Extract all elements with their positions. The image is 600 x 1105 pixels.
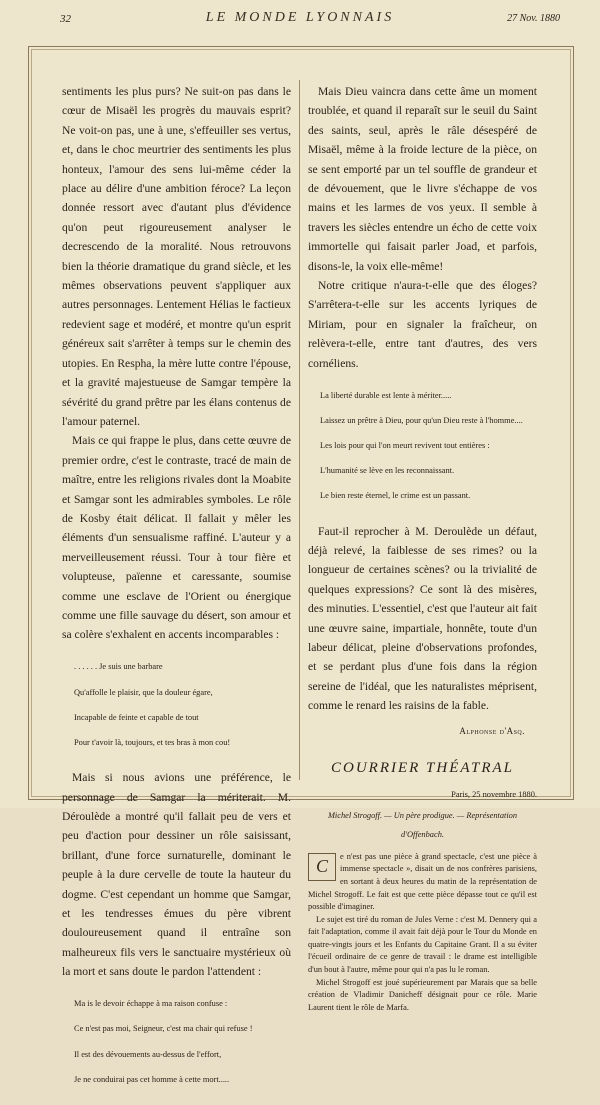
dateline: Paris, 25 novembre 1880. — [451, 789, 537, 799]
verse-line: . . . . . . Je suis une barbare — [74, 662, 163, 672]
verse-line: Les lois pour qui l'on meurt revivent tout entières : — [320, 441, 490, 451]
author-signature: Alphonse d'Asq. — [459, 725, 525, 736]
verse-line: Je ne conduirai pas cet homme à cette mort..... — [74, 1074, 230, 1084]
paragraph: Michel Strogoff est joué supérieurement par Marais que sa belle création de Vladimir Danicheff désignait pour ce rôle. Marie Laurent tient le rôle de Marfa. — [308, 977, 537, 1012]
paragraph: Mais Dieu vaincra dans cette âme un moment troublée, et quand il reparaît sur le seuil du Saint des saints, seul, après le râle désespéré de Misaël, même à la froide lecture de la pièce, on se sent emporté par un tel souffle de grandeur et de dévouement, que le livre s'échappe de vos mains et les larmes de vos yeux. Il semble à travers les siècles entendre un écho de cette voix immortelle qui faisait parler Joad, et parfois, disons-le, la voix elle-même! — [308, 85, 537, 273]
verse-line: Le bien reste éternel, le crime est un passant. — [320, 491, 471, 501]
paragraph: Notre critique n'aura-t-elle que des éloges? S'arrêtera-t-elle sur les accents lyriques de Miriam, pour en signaler la fraîcheur, on relèvera-t-elle, entre tant d'autres, des vers cornéliens. — [308, 279, 537, 370]
verse-line: La liberté durable est lente à mériter..... — [320, 390, 452, 400]
section-subtitle: Michel Strogoff. — Un père prodigue. — Représentation d'Offenbach. — [327, 810, 518, 840]
page-number: 32 — [60, 13, 71, 25]
verse-line: Ma is le devoir échappe à ma raison confuse : — [74, 999, 228, 1009]
theatre-article — [308, 851, 537, 1015]
right-column — [308, 82, 537, 1014]
paragraph: Mais si nous avions une préférence, le personnage de Samgar la mériterait. M. Déroulède a montré qu'il fallait peu de vers et peu d'action pour dessiner un rôle saisissant, brillant, d'une force surnaturelle, dominant le peuple à la dure cervelle de toute la hauteur du dogme. C'est cependant un homme que Samgar, et les tendresses émues du père vibrent douloureusement quand il entraîne son malheureux fils vers le sanctuaire mystérieux où la mort et sans doute le pardon l'attendent : — [62, 771, 291, 979]
issue-date: 27 Nov. 1880 — [507, 13, 560, 24]
verse-line: L'humanité se lève en les reconnaissant. — [320, 466, 455, 476]
verse-line: Ce n'est pas moi, Seigneur, c'est ma chair qui refuse ! — [74, 1024, 253, 1034]
left-column — [62, 82, 291, 1105]
masthead-title: LE MONDE LYONNAIS — [205, 10, 395, 25]
verse-block — [62, 649, 291, 762]
drop-cap: C — [308, 853, 336, 881]
verse-line: Il est des dévouements au-dessus de l'effort, — [74, 1049, 222, 1059]
verse-line: Laissez un prêtre à Dieu, pour qu'un Dieu reste à l'homme.... — [320, 415, 523, 425]
verse-block — [308, 377, 537, 516]
verse-line: Incapable de feinte et capable de tout — [74, 712, 199, 722]
paragraph: Mais ce qui frappe le plus, dans cette œuvre de premier ordre, c'est le contraste, tracé de main de maître, entre les religions rivales dont la Moabite et Samgar sont les admirables symboles. Le rôle de Kosby était délicat. Il fallait y mêler les éléments d'un sensualisme raffiné. L'auteur y a merveilleusement réussi. Tour à tour fière et volupteuse, païenne et caressante, soumise comme une esclave de l'Orient ou énergique comme une fille sauvage du désert, son amour et sa colère s'exhalent en accents incomparables : — [62, 434, 291, 642]
verse-block — [62, 986, 291, 1099]
section-title: COURRIER THÉATRAL — [330, 760, 515, 777]
page-header — [0, 0, 600, 46]
paragraph: sentiments les plus purs? Ne suit-on pas dans le cœur de Misaël les progrès du mauvais esprit? Ne voit-on pas, une à une, s'effeuiller ses vertus, et, dans le choc meurtrier des sentiments les plus honteux, l'amour des sens lui-même céder la place au délire d'une ambition féroce? La leçon donnée ressort avec d'autant plus d'évidence qu'on peut rigoureusement analyser le decrescendo de la moralité. Nous retrouvons bien la théorie dramatique du grand siècle, et les mêmes observations peuvent s'appliquer aux autres personnages. Lentement Hélias le factieux redevient sage et modéré, et montre qu'un esprit généreux sait s'arrêter à temps sur le chemin des utopies. En Respha, la mère lutte contre l'épouse, et la gravité majestueuse de Samgar tempère la sévérité du grand prêtre par les élans contenus de l'amour paternel. — [62, 85, 291, 428]
column-divider — [299, 80, 300, 780]
paragraph: e n'est pas une pièce à grand spectacle, c'est une pièce à immense spectacle », disait un de nos confrères parisiens, en sortant à deux heures du matin de la représentation de Michel Strogoff. Le fait est que cette pièce dépasse tout ce qu'il est possible d'imaginer. — [308, 851, 537, 912]
verse-line: Pour t'avoir là, toujours, et tes bras à mon cou! — [74, 737, 231, 747]
verse-line: Qu'affolle le plaisir, que la douleur égare, — [74, 687, 213, 697]
paragraph: Le sujet est tiré du roman de Jules Verne : c'est M. Dennery qui a fait l'adaptation, comme il avait fait déjà pour le Tour du Monde en quatre-vingts jours et les Enfants du Capitaine Grant. Il a su éviter l'écueil ordinaire de ce genre de travail : le drame est intelligible d'un bout à l'autre, même pour qui n'a pas lu le roman. — [308, 914, 537, 975]
paragraph: Faut-il reprocher à M. Deroulède un défaut, déjà relevé, la faiblesse de ses rimes? ou la longueur de certaines scènes? ou la trivialité de quelques expressions? Ce sont là des misères, des minuties. L'essentiel, c'est que l'auteur ait fait une œuvre saine, impartiale, honnête, toute d'un labeur délicat, pleine d'observations profondes, et se perdant plus d'une fois dans la région sereine de l'idéal, que les naturalistes méprisent, comme le renard les raisins de la fable. — [308, 524, 537, 713]
